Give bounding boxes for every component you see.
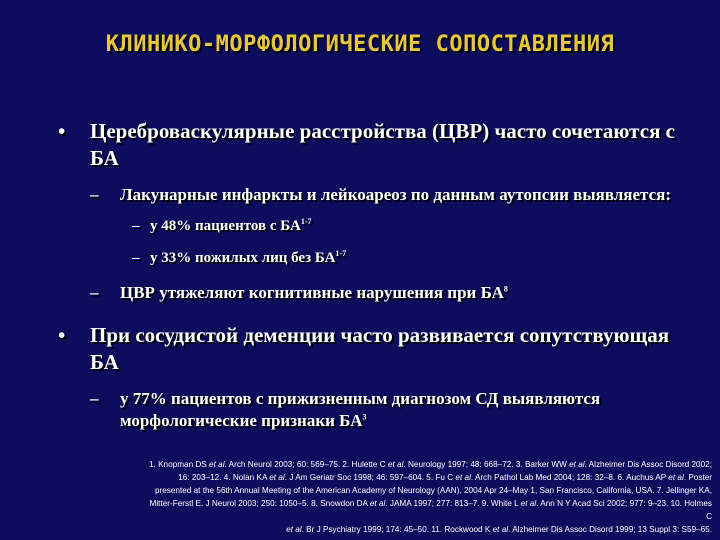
dash-symbol: – (132, 218, 140, 234)
bullet-vascular-dementia (58, 322, 698, 376)
bullet-symbol: • (58, 119, 66, 143)
citation-sup: 1-7 (335, 249, 347, 258)
reference-line: et al. Br J Psychiatry 1999; 174: 45–50. 11. Rockwood K et al. Alzheimer Dis Assoc Disord 1999; 13 Suppl 3: S59–65. (286, 525, 712, 534)
subsub-ad-patients (58, 216, 698, 236)
bullet-symbol: • (58, 323, 66, 347)
citation-sup: 1-7 (300, 217, 312, 226)
dash-symbol: – (90, 389, 99, 408)
bullet-text: При сосудистой деменции часто развивается сопутствующая БА (90, 323, 670, 374)
subsub-elderly (58, 248, 698, 268)
reference-line: C (706, 512, 712, 521)
reference-line: Mitter-Ferstl E. J Neurol 2003; 250: 1050–5. 8. Snowdon DA et al. JAMA 1997; 277: 813–7. 9. White L et al. Ann N Y Acad Sci 2002; 977: 9–23. 10. Holmes (149, 499, 712, 508)
dash-symbol: – (90, 283, 99, 302)
subsub-text: у 48% пациентов с БА (150, 218, 301, 234)
subbullet-77-percent (58, 388, 698, 432)
citation-sup: 3 (362, 412, 367, 422)
subsub-text: у 33% пожилых лиц без БА (150, 250, 336, 266)
references (86, 458, 712, 536)
subbullet-autopsy (58, 184, 698, 206)
dash-symbol: – (90, 185, 99, 204)
bullet-cvd (58, 118, 698, 172)
subbullet-text: у 77% пациентов с прижизненным диагнозом СД выявляются морфологические признаки БА (120, 389, 601, 430)
subbullet-cvd-worsens (58, 282, 698, 304)
subbullet-text: ЦВР утяжеляют когнитивные нарушения при БА (120, 283, 504, 302)
subbullet-text: Лакунарные инфаркты и лейкоареоз по данным аутопсии выявляется: (120, 185, 672, 204)
reference-line: 16: 203–12. 4. Nolan KA et al. J Am Geriatr Soc 1998; 46: 597–604. 5. Fu C et al. Arch Pathol Lab Med 2004; 128: 32–8. 6. Auchus AP et al. Poster (178, 473, 712, 482)
reference-line: presented at the 56th Annual Meeting of the American Academy of Neurology (AAN), 2004 Apr 24–May 1, San Francisco, California, USA. 7. Jellinger KA, (154, 486, 712, 495)
slide-title: КЛИНИКО-МОРФОЛОГИЧЕСКИЕ СОПОСТАВЛЕНИЯ (105, 32, 615, 57)
citation-sup: 8 (503, 284, 508, 294)
reference-line: 1. Knopman DS et al. Arch Neurol 2003; 60: 569–75. 2. Hulette C et al. Neurology 1997; 48: 668–72. 3. Barker WW et al. Alzheimer Dis Assoc Disord 2002; (148, 460, 712, 469)
bullet-text: Цереброваскулярные расстройства (ЦВР) часто сочетаются с БА (90, 119, 676, 170)
slide-body (58, 118, 698, 432)
dash-symbol: – (132, 250, 140, 266)
